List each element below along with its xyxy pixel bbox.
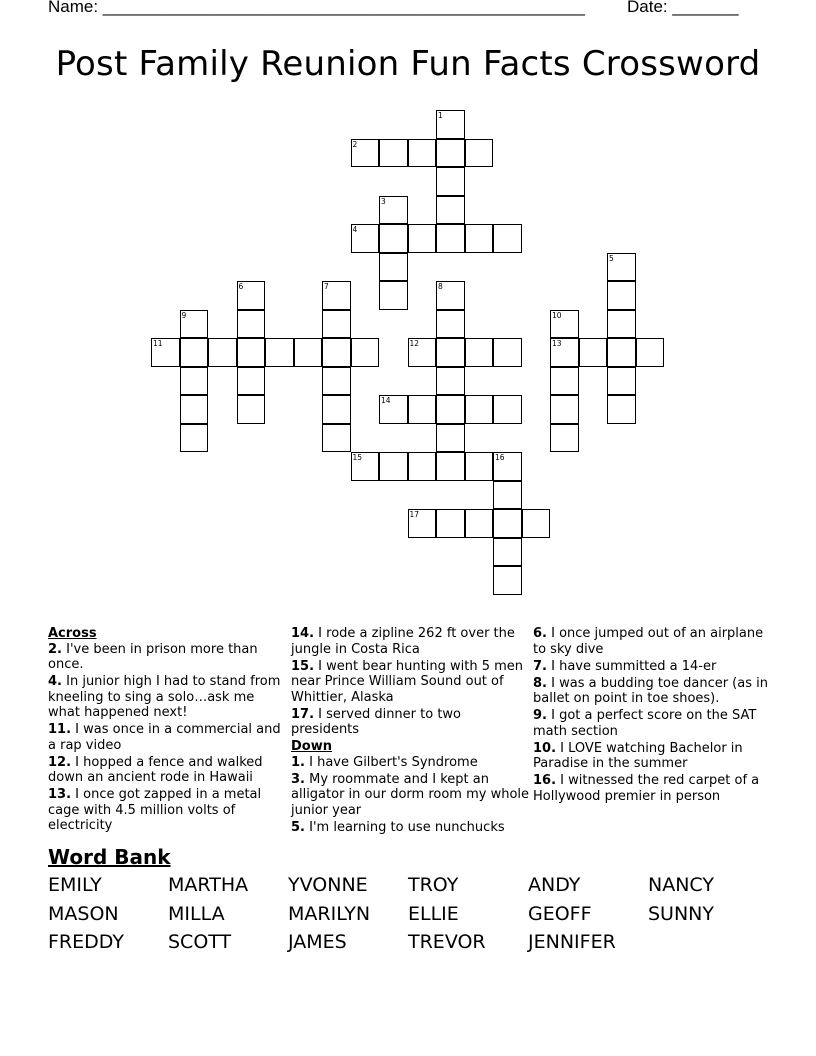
- word-bank-word: JAMES: [288, 931, 347, 953]
- clue-number: 12.: [48, 754, 72, 770]
- clue-number: 3.: [291, 771, 305, 787]
- crossword-cell[interactable]: [493, 481, 522, 510]
- crossword-cell[interactable]: [351, 452, 380, 481]
- clue-text: I'm learning to use nunchucks: [309, 819, 505, 835]
- crossword-cell[interactable]: [436, 224, 465, 253]
- crossword-cell[interactable]: [408, 224, 437, 253]
- crossword-cell[interactable]: [607, 253, 636, 282]
- crossword-cell[interactable]: [607, 367, 636, 396]
- crossword-cell[interactable]: [607, 338, 636, 367]
- word-bank-word: ANDY: [528, 874, 581, 896]
- clue-text: I LOVE watching Bachelor in Paradise in the summer: [533, 740, 743, 771]
- crossword-cell[interactable]: [180, 395, 209, 424]
- clue-number: 9.: [533, 708, 547, 723]
- crossword-cell[interactable]: [180, 338, 209, 367]
- word-bank-word: MILLA: [168, 903, 225, 925]
- clue-text: I hopped a fence and walked down an ancient rode in Hawaii: [48, 754, 263, 785]
- crossword-cell[interactable]: [436, 395, 465, 424]
- crossword-cell[interactable]: [436, 509, 465, 538]
- clue-number: 1.: [291, 754, 305, 770]
- clue-number-label: 8: [438, 282, 443, 291]
- clues-column-3: [533, 626, 771, 806]
- crossword-cell[interactable]: [322, 395, 351, 424]
- clue-across-12: [48, 755, 286, 786]
- clue-number: 17.: [291, 706, 315, 722]
- clue-number-label: 1: [438, 111, 443, 120]
- clue-number-label: 14: [381, 396, 391, 405]
- crossword-cell[interactable]: [493, 338, 522, 367]
- clue-down-5: [291, 820, 529, 836]
- crossword-cell[interactable]: [379, 395, 408, 424]
- clue-text: My roommate and I kept an alligator in our dorm room my whole junior year: [291, 771, 530, 818]
- clue-number: 14.: [291, 626, 315, 641]
- crossword-cell[interactable]: [408, 139, 437, 168]
- crossword-cell[interactable]: [436, 338, 465, 367]
- word-bank-word: TROY: [408, 874, 459, 896]
- crossword-cell[interactable]: [408, 338, 437, 367]
- crossword-cell[interactable]: [351, 338, 380, 367]
- word-bank-word: MASON: [48, 903, 119, 925]
- clue-across-2: [48, 642, 286, 673]
- crossword-cell[interactable]: [322, 367, 351, 396]
- crossword-cell[interactable]: [237, 310, 266, 339]
- clue-number-label: 15: [352, 453, 363, 462]
- clue-across-13: [48, 787, 286, 834]
- clue-number: 16.: [533, 773, 557, 788]
- word-bank-word: YVONNE: [288, 874, 368, 896]
- crossword-cell[interactable]: [408, 452, 437, 481]
- crossword-cell[interactable]: [465, 452, 494, 481]
- crossword-cell[interactable]: [322, 310, 351, 339]
- clue-number: 11.: [48, 722, 72, 737]
- crossword-cell[interactable]: [436, 196, 465, 225]
- clue-text: I was once in a commercial and a rap video: [48, 722, 281, 753]
- clue-text: I witnessed the red carpet of a Hollywood premier in person: [533, 773, 760, 804]
- word-bank-word: ELLIE: [408, 903, 459, 925]
- clue-text: I've been in prison more than once.: [48, 641, 258, 672]
- clue-text: I rode a zipline 262 ft over the jungle in Costa Rica: [291, 626, 515, 657]
- date-field-label: Date: _______: [627, 0, 739, 16]
- crossword-cell[interactable]: [294, 338, 323, 367]
- crossword-cell[interactable]: [180, 310, 209, 339]
- clue-text: I went bear hunting with 5 men near Prince William Sound out of Whittier, Alaska: [291, 658, 523, 705]
- clue-number: 6.: [533, 626, 547, 641]
- clue-text: I have Gilbert's Syndrome: [309, 754, 478, 770]
- name-field-label: Name: ___________________________________________________: [48, 0, 585, 16]
- clue-down-8: [533, 676, 771, 707]
- clue-text: I once jumped out of an airplane to sky dive: [533, 626, 764, 657]
- crossword-cell[interactable]: [237, 281, 266, 310]
- clue-number-label: 17: [409, 510, 420, 519]
- clue-number: 7.: [533, 658, 547, 674]
- crossword-cell[interactable]: [379, 253, 408, 282]
- crossword-cell[interactable]: [237, 395, 266, 424]
- crossword-cell[interactable]: [550, 310, 579, 339]
- crossword-cell[interactable]: [180, 424, 209, 453]
- crossword-cell[interactable]: [579, 338, 608, 367]
- word-bank-word: GEOFF: [528, 903, 592, 925]
- clue-number: 15.: [291, 658, 315, 674]
- crossword-cell[interactable]: [351, 139, 380, 168]
- word-bank-title: Word Bank: [48, 845, 171, 869]
- crossword-cell[interactable]: [465, 224, 494, 253]
- clue-down-7: [533, 659, 771, 675]
- crossword-cell[interactable]: [550, 395, 579, 424]
- crossword-cell[interactable]: [465, 338, 494, 367]
- crossword-cell[interactable]: [522, 509, 551, 538]
- crossword-cell[interactable]: [436, 310, 465, 339]
- clue-across-4: [48, 674, 286, 721]
- clue-number-label: 12: [409, 339, 420, 348]
- crossword-cell[interactable]: [607, 310, 636, 339]
- clue-text: I got a perfect score on the SAT math section: [533, 708, 757, 739]
- crossword-cell[interactable]: [550, 338, 579, 367]
- clue-number-label: 7: [324, 282, 329, 291]
- clue-number: 13.: [48, 787, 72, 802]
- crossword-cell[interactable]: [550, 367, 579, 396]
- clue-text: I have summitted a 14-er: [551, 658, 717, 674]
- crossword-cell[interactable]: [436, 167, 465, 196]
- clue-text: I served dinner to two presidents: [291, 706, 462, 737]
- clue-down-10: [533, 741, 771, 772]
- clue-number-label: 9: [181, 310, 187, 320]
- crossword-cell[interactable]: [436, 367, 465, 396]
- word-bank-word: NANCY: [648, 874, 714, 896]
- clue-number-label: 16: [495, 453, 505, 462]
- clues-column-2: [291, 626, 529, 837]
- page-title: Post Family Reunion Fun Facts Crossword: [55, 44, 761, 84]
- clues-column-1: [48, 626, 286, 835]
- down-heading: Down: [291, 739, 332, 754]
- crossword-cell[interactable]: [550, 424, 579, 453]
- clue-down-16: [533, 773, 771, 804]
- clue-number-label: 4: [352, 225, 358, 234]
- crossword-cell[interactable]: [379, 452, 408, 481]
- clue-across-15: [291, 659, 529, 706]
- clue-text: In junior high I had to stand from kneeling to sing a solo…ask me what happened next!: [48, 674, 281, 720]
- crossword-cell[interactable]: [607, 395, 636, 424]
- word-bank-word: MARTHA: [168, 874, 249, 896]
- crossword-cell[interactable]: [436, 139, 465, 168]
- clue-number-label: 3: [381, 196, 386, 206]
- word-bank-word: SUNNY: [648, 903, 714, 925]
- word-bank-word: MARILYN: [288, 903, 371, 925]
- crossword-cell[interactable]: [208, 338, 237, 367]
- clue-number: 8.: [533, 675, 547, 691]
- crossword-cell[interactable]: [180, 367, 209, 396]
- crossword-cell[interactable]: [322, 338, 351, 367]
- clue-number-label: 13: [552, 339, 562, 348]
- clue-across-11: [48, 722, 286, 753]
- word-bank-word: TREVOR: [408, 931, 486, 953]
- crossword-cell[interactable]: [379, 224, 408, 253]
- word-bank-word: JENNIFER: [528, 931, 616, 953]
- crossword-cell[interactable]: [493, 566, 522, 595]
- crossword-cell[interactable]: [493, 452, 522, 481]
- crossword-cell[interactable]: [379, 139, 408, 168]
- crossword-cell[interactable]: [436, 110, 465, 139]
- crossword-cell[interactable]: [322, 424, 351, 453]
- crossword-cell[interactable]: [436, 281, 465, 310]
- clue-across-17: [291, 707, 529, 738]
- clue-number: 10.: [533, 740, 557, 756]
- clue-down-6: [533, 626, 771, 657]
- clue-down-9: [533, 708, 771, 739]
- crossword-cell[interactable]: [607, 281, 636, 310]
- clue-number-label: 10: [552, 310, 562, 320]
- crossword-cell[interactable]: [408, 395, 437, 424]
- clue-down-3: [291, 772, 529, 819]
- crossword-cell[interactable]: [436, 452, 465, 481]
- crossword-cell[interactable]: [408, 509, 437, 538]
- clue-text: I once got zapped in a metal cage with 4.5 million volts of electricity: [48, 787, 262, 833]
- crossword-cell[interactable]: [493, 538, 522, 567]
- crossword-cell[interactable]: [493, 224, 522, 253]
- crossword-cell[interactable]: [493, 509, 522, 538]
- word-bank-word: EMILY: [48, 874, 102, 896]
- crossword-cell[interactable]: [493, 395, 522, 424]
- clue-number-label: 11: [153, 339, 163, 348]
- word-bank-word: FREDDY: [48, 931, 124, 953]
- crossword-cell[interactable]: [322, 281, 351, 310]
- crossword-cell[interactable]: [636, 338, 665, 367]
- crossword-cell[interactable]: [151, 338, 180, 367]
- clue-down-1: [291, 755, 529, 771]
- crossword-cell[interactable]: [265, 338, 294, 367]
- crossword-cell[interactable]: [465, 395, 494, 424]
- crossword-cell[interactable]: [465, 139, 494, 168]
- clue-across-14: [291, 626, 529, 657]
- across-heading: Across: [48, 626, 97, 641]
- crossword-cell[interactable]: [379, 196, 408, 225]
- crossword-cell[interactable]: [465, 509, 494, 538]
- clue-number: 5.: [291, 819, 305, 835]
- clue-text: I was a budding toe dancer (as in ballet on point in toe shoes).: [533, 675, 768, 706]
- crossword-cell[interactable]: [351, 224, 380, 253]
- crossword-cell[interactable]: [436, 424, 465, 453]
- clue-number: 2.: [48, 641, 62, 657]
- crossword-cell[interactable]: [379, 281, 408, 310]
- word-bank-word: SCOTT: [168, 931, 232, 953]
- clue-number-label: 2: [352, 139, 358, 149]
- clue-number-label: 6: [238, 282, 244, 291]
- clue-number: 4.: [48, 674, 62, 689]
- crossword-cell[interactable]: [237, 367, 266, 396]
- clue-number-label: 5: [609, 253, 614, 263]
- crossword-cell[interactable]: [237, 338, 266, 367]
